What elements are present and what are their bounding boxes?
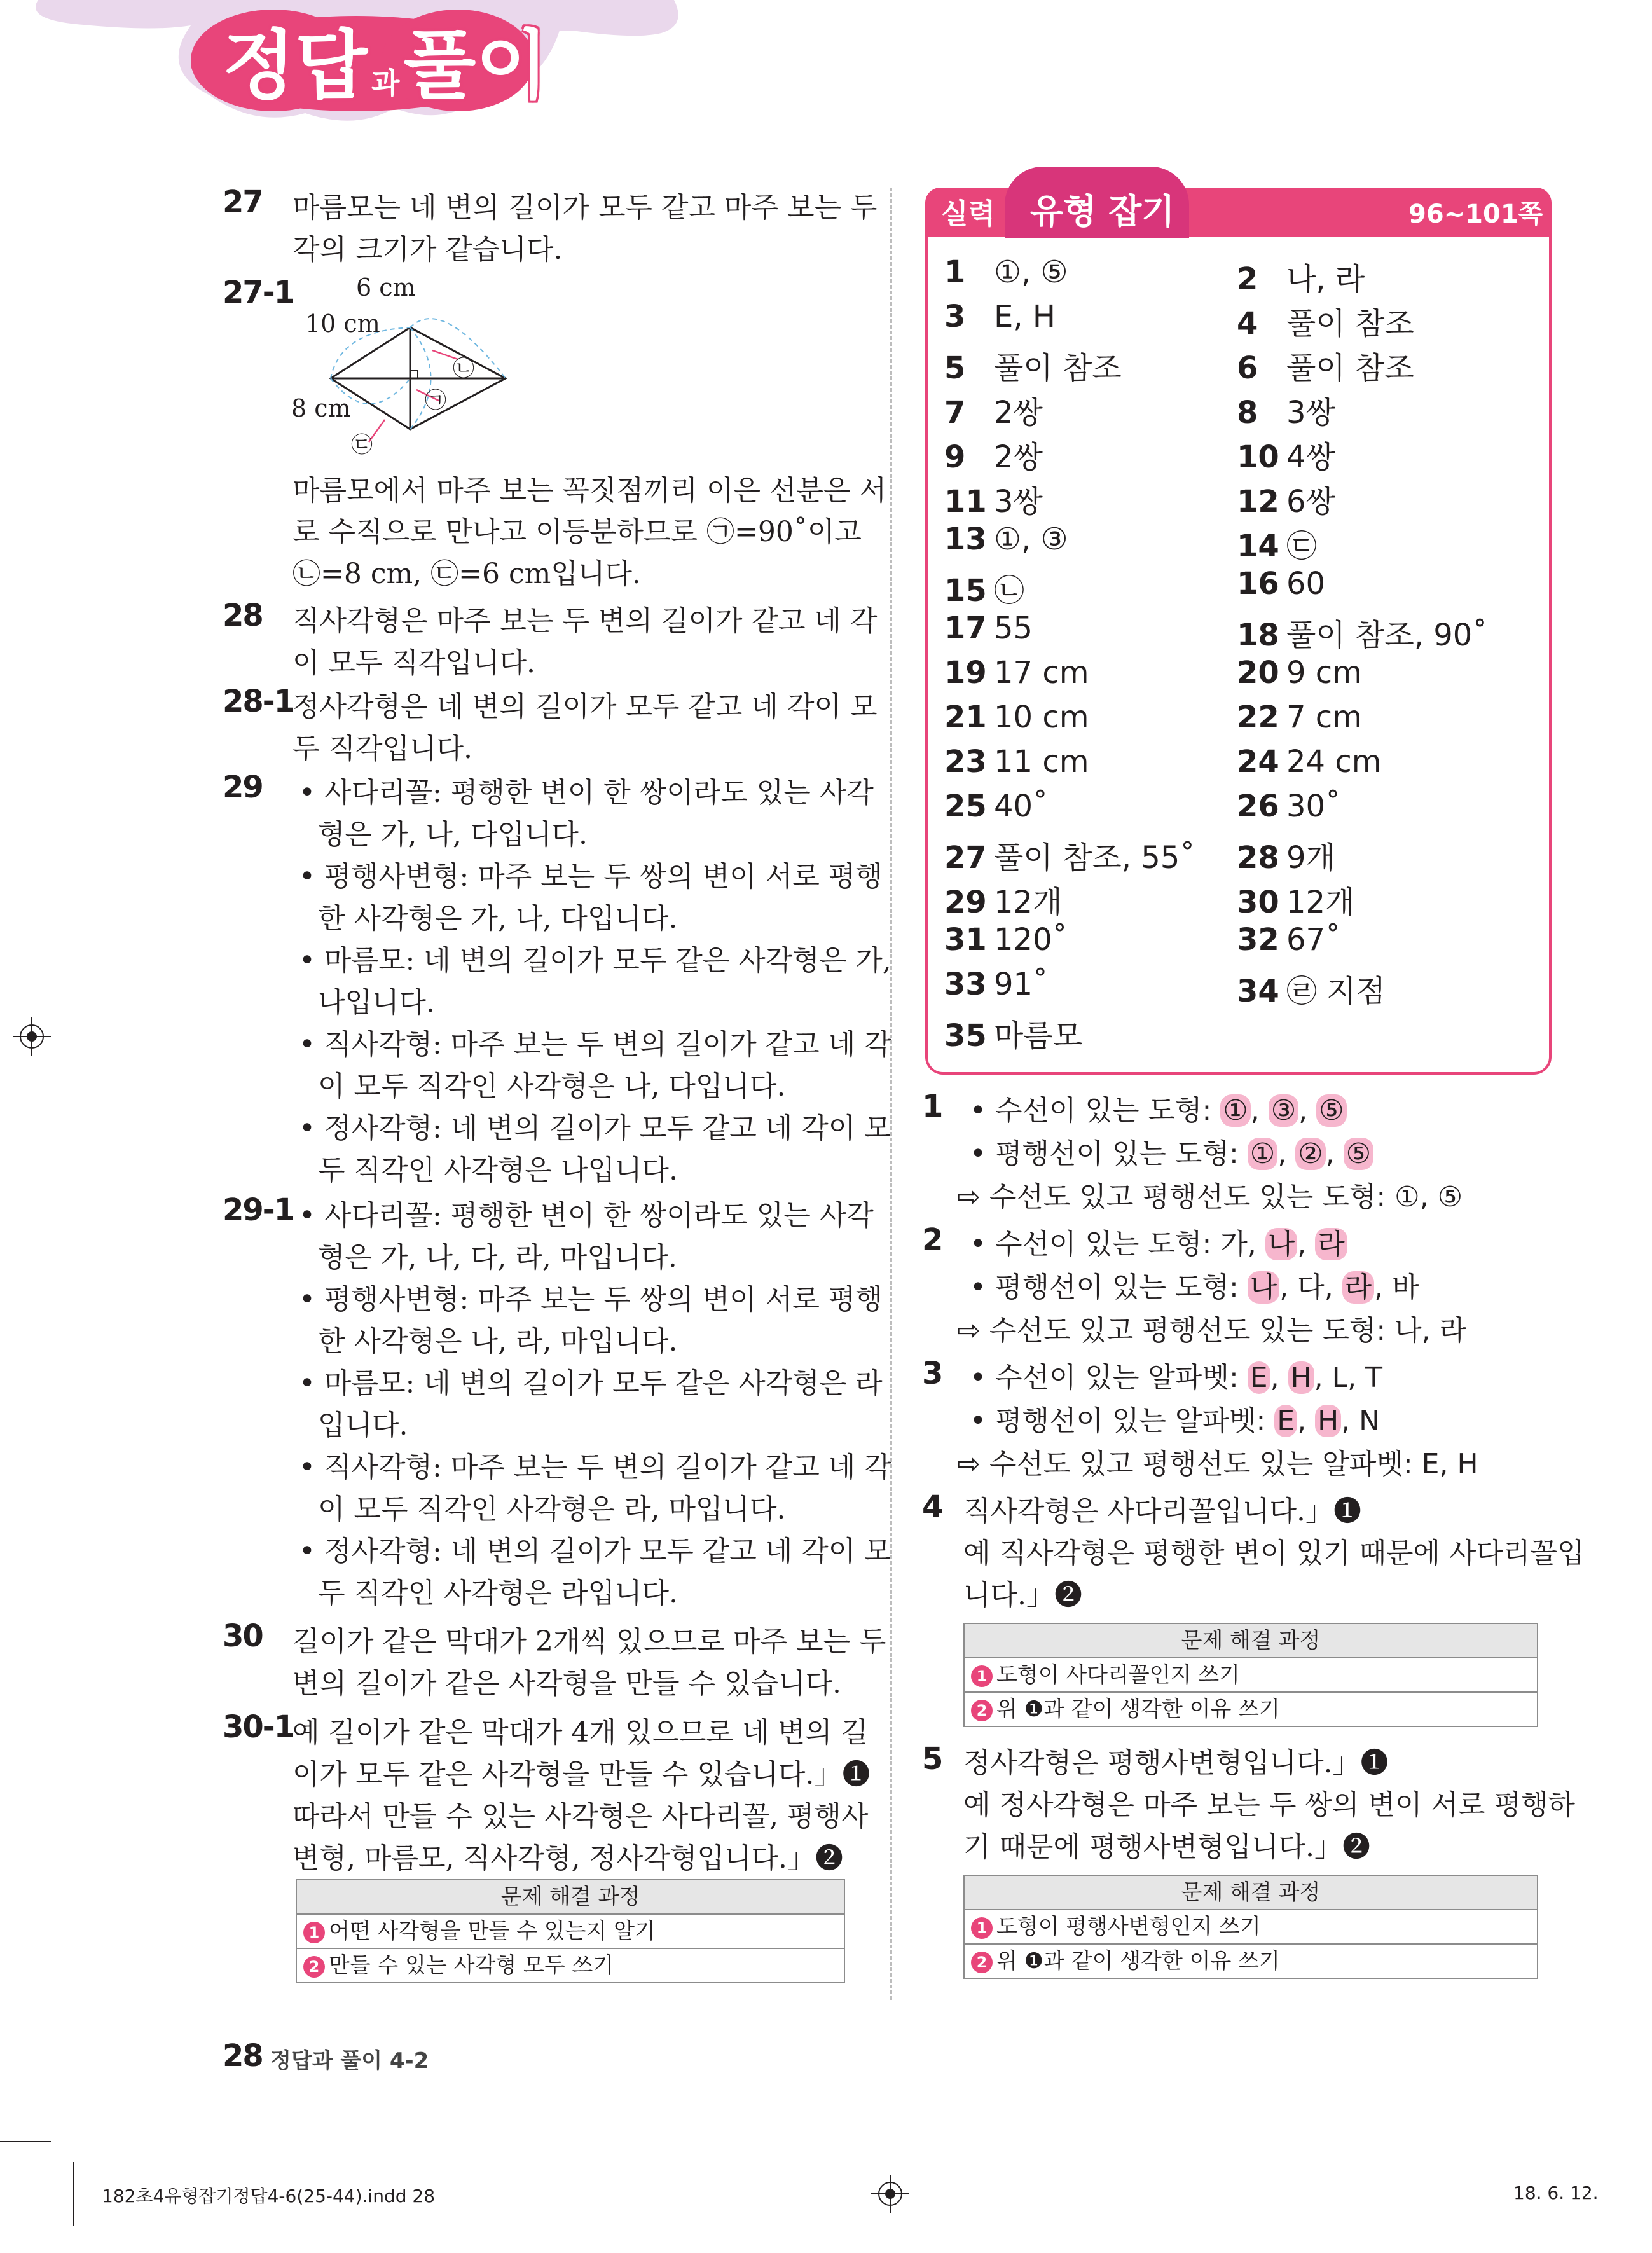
answer-item bbox=[1237, 388, 1335, 432]
answer-item-value: 풀이 참조 bbox=[1286, 306, 1414, 341]
answer-item bbox=[944, 477, 1043, 521]
p29-1-line-9: • 정사각형: 네 변의 길이가 모두 같고 네 각이 모 bbox=[299, 1535, 891, 1567]
p28-line-2: 이 모두 직각입니다. bbox=[293, 647, 535, 679]
answer-item-value: 12개 bbox=[994, 885, 1063, 920]
answer-item-value: 67˚ bbox=[1286, 922, 1341, 958]
process-table-header: 문제 해결 과정 bbox=[965, 1876, 1537, 1910]
answer-box-title: 유형 잡기 bbox=[1030, 191, 1175, 231]
answer-item-number: 8 bbox=[1237, 395, 1258, 431]
answer-item bbox=[1237, 789, 1340, 824]
print-date: 18. 6. 12. bbox=[1513, 2182, 1599, 2203]
answer-item bbox=[1237, 343, 1414, 387]
figure-mark-a: ㉠ bbox=[425, 388, 446, 413]
answer-item-value: 9개 bbox=[1286, 840, 1335, 876]
s3-line-1-end: , L, T bbox=[1314, 1361, 1382, 1394]
answer-item-number: 23 bbox=[944, 744, 987, 780]
answer-item-number: 13 bbox=[944, 521, 987, 557]
solution-number-1: 1 bbox=[922, 1089, 942, 1124]
problem-number-29: 29 bbox=[223, 769, 263, 805]
p29-line-2: 형은 가, 나, 다입니다. bbox=[318, 818, 588, 851]
answer-item bbox=[944, 254, 1068, 290]
answer-item-value: 40˚ bbox=[994, 789, 1049, 824]
problem-number-27: 27 bbox=[223, 184, 263, 220]
s4-line-3: 니다.」❷ bbox=[963, 1579, 1082, 1611]
answer-item-value: 풀이 참조, 90˚ bbox=[1286, 617, 1488, 653]
answer-item-value: ㉢ bbox=[1286, 528, 1318, 564]
problem-number-29-1: 29-1 bbox=[223, 1192, 294, 1228]
answer-item bbox=[1237, 655, 1362, 691]
answer-item-value: ①, ⑤ bbox=[994, 254, 1068, 290]
s3-line-2-end: , N bbox=[1341, 1405, 1380, 1437]
highlight: ⑤ bbox=[1316, 1094, 1346, 1127]
book-title: 정답과 풀이 4-2 bbox=[270, 2048, 429, 2074]
p29-line-6: 나입니다. bbox=[318, 986, 436, 1019]
step-2-icon: 2 bbox=[303, 1956, 325, 1978]
answer-item-value: 10 cm bbox=[994, 699, 1089, 735]
solution-number-5: 5 bbox=[922, 1741, 942, 1777]
answer-item bbox=[944, 833, 1195, 877]
step-1-icon: 1 bbox=[971, 1665, 993, 1687]
answer-item bbox=[944, 789, 1048, 824]
p30-line-2: 변의 길이가 같은 사각형을 만들 수 있습니다. bbox=[293, 1667, 841, 1700]
p27-1-line-1: 마름모에서 마주 보는 꼭짓점끼리 이은 선분은 서 bbox=[293, 474, 886, 507]
answer-item-number: 15 bbox=[944, 573, 987, 609]
highlight: H bbox=[1288, 1361, 1314, 1394]
answer-item-value: 24 cm bbox=[1286, 744, 1382, 780]
s4-line-2: 예 직사각형은 평행한 변이 있기 때문에 사다리꼴입 bbox=[963, 1537, 1585, 1569]
answer-item-value: 2쌍 bbox=[994, 395, 1043, 431]
answer-item-value: 30˚ bbox=[1286, 789, 1341, 824]
highlight: 라 bbox=[1315, 1228, 1347, 1260]
p30-1-line-4: 변형, 마름모, 직사각형, 정사각형입니다.」❷ bbox=[293, 1842, 843, 1875]
answer-box-tag: 실력 bbox=[941, 198, 996, 230]
answer-item-number: 4 bbox=[1237, 306, 1258, 341]
answer-item-value: 17 cm bbox=[994, 655, 1089, 691]
answer-item-number: 24 bbox=[1237, 744, 1279, 780]
problem-number-30: 30 bbox=[223, 1618, 263, 1654]
p27-1-line-3: ㉡=8 cm, ㉢=6 cm입니다. bbox=[293, 558, 641, 590]
answer-item-number: 30 bbox=[1237, 885, 1279, 920]
answer-item bbox=[1237, 477, 1335, 521]
s1-line-2-text: • 평행선이 있는 도형: bbox=[970, 1138, 1248, 1170]
answer-item bbox=[944, 432, 1043, 476]
p29-line-3: • 평행사변형: 마주 보는 두 쌍의 변이 서로 평행 bbox=[299, 860, 883, 893]
highlight: ① bbox=[1248, 1138, 1277, 1170]
answer-item bbox=[1237, 878, 1354, 921]
p30-1-line-3: 따라서 만들 수 있는 사각형은 사다리꼴, 평행사 bbox=[293, 1800, 869, 1833]
p29-1-line-1: • 사다리꼴: 평행한 변이 한 쌍이라도 있는 사각 bbox=[299, 1199, 874, 1232]
p29-line-9: • 정사각형: 네 변의 길이가 모두 같고 네 각이 모 bbox=[299, 1112, 891, 1145]
highlight: E bbox=[1248, 1361, 1270, 1394]
answer-item-number: 32 bbox=[1237, 922, 1279, 958]
s2-line-2-end: , 바 bbox=[1374, 1271, 1419, 1304]
answer-item-value: ㉡ bbox=[994, 573, 1025, 609]
p29-line-1: • 사다리꼴: 평행한 변이 한 쌍이라도 있는 사각 bbox=[299, 776, 874, 809]
answer-item-value: ①, ③ bbox=[994, 521, 1068, 557]
process-table-header: 문제 해결 과정 bbox=[297, 1880, 844, 1915]
process-table-row bbox=[297, 1949, 844, 1982]
answer-item bbox=[1237, 610, 1487, 654]
answer-item-value: 3쌍 bbox=[1286, 395, 1335, 431]
s5-line-1: 정사각형은 평행사변형입니다.」❶ bbox=[963, 1747, 1389, 1779]
answer-item bbox=[944, 566, 1024, 610]
answer-item-value: 7 cm bbox=[1286, 699, 1362, 735]
header-title-part1: 정답 bbox=[223, 22, 368, 109]
process-step-text: 도형이 사다리꼴인지 쓰기 bbox=[996, 1662, 1240, 1688]
p29-line-4: 한 사각형은 가, 나, 다입니다. bbox=[318, 902, 678, 935]
s4-line-1: 직사각형은 사다리꼴입니다.」❶ bbox=[963, 1495, 1362, 1527]
process-step-text: 만들 수 있는 사각형 모두 쓰기 bbox=[329, 1953, 614, 1978]
answer-item-number: 11 bbox=[944, 484, 987, 520]
problem-number-27-1: 27-1 bbox=[223, 275, 294, 310]
p29-line-7: • 직사각형: 마주 보는 두 변의 길이가 같고 네 각 bbox=[299, 1028, 891, 1061]
s3-line-2-text: • 평행선이 있는 알파벳: bbox=[970, 1405, 1275, 1437]
p29-line-8: 이 모두 직각인 사각형은 나, 다입니다. bbox=[318, 1070, 786, 1103]
answer-item-value: 나, 라 bbox=[1286, 261, 1365, 297]
column-divider bbox=[890, 188, 892, 2000]
answer-item-value: 11 cm bbox=[994, 744, 1089, 780]
answer-item-value: 120˚ bbox=[994, 922, 1068, 958]
answer-item-value: 9 cm bbox=[1286, 655, 1362, 691]
figure-mark-c: ㉢ bbox=[351, 432, 373, 458]
answer-item-number: 25 bbox=[944, 789, 987, 824]
process-table-row bbox=[965, 1693, 1537, 1726]
s1-line-1-text: • 수선이 있는 도형: bbox=[970, 1094, 1221, 1127]
answer-item bbox=[944, 655, 1089, 691]
answer-item-number: 6 bbox=[1237, 350, 1258, 386]
answer-item-number: 5 bbox=[944, 350, 966, 386]
answer-item bbox=[944, 699, 1089, 735]
p29-line-10: 두 직각인 사각형은 나입니다. bbox=[318, 1154, 678, 1187]
process-table-header: 문제 해결 과정 bbox=[965, 1624, 1537, 1658]
answer-item-number: 29 bbox=[944, 885, 987, 920]
answer-item-value: 2쌍 bbox=[994, 439, 1043, 475]
answer-item-value: 12개 bbox=[1286, 885, 1355, 920]
step-2-icon: 2 bbox=[971, 1700, 993, 1721]
crop-mark bbox=[73, 2162, 74, 2226]
answer-item-number: 33 bbox=[944, 967, 987, 1002]
highlight: ① bbox=[1220, 1094, 1250, 1127]
process-step-text: 도형이 평행사변형인지 쓰기 bbox=[996, 1914, 1261, 1940]
answer-item-value: 6쌍 bbox=[1286, 484, 1335, 520]
p29-1-line-4: 한 사각형은 나, 라, 마입니다. bbox=[318, 1325, 678, 1358]
figure-mark-b: ㉡ bbox=[453, 356, 474, 382]
p29-1-line-6: 입니다. bbox=[318, 1409, 408, 1442]
answer-item-number: 2 bbox=[1237, 261, 1258, 297]
s5-process-table bbox=[963, 1875, 1538, 1979]
p27-line-1: 마름모는 네 변의 길이가 모두 같고 마주 보는 두 bbox=[293, 191, 878, 224]
highlight: 나 bbox=[1265, 1228, 1298, 1260]
s3-line-3: ⇨ 수선도 있고 평행선도 있는 알파벳: E, H bbox=[957, 1448, 1478, 1480]
page-number: 28 bbox=[223, 2038, 263, 2074]
s1-line-2: • 평행선이 있는 도형: ①, ②, ⑤ bbox=[970, 1131, 1373, 1171]
answer-item bbox=[944, 878, 1062, 921]
highlight: ③ bbox=[1269, 1094, 1298, 1127]
answer-item-number: 1 bbox=[944, 254, 966, 290]
highlight: ⑤ bbox=[1344, 1138, 1373, 1170]
answer-item-number: 16 bbox=[1237, 566, 1279, 602]
highlight: 나 bbox=[1248, 1271, 1280, 1304]
answer-item bbox=[1237, 566, 1325, 602]
s2-line-2-mid: , 다, bbox=[1279, 1271, 1342, 1304]
s2-line-1: • 수선이 있는 도형: 가, 나, 라 bbox=[970, 1221, 1347, 1262]
answer-item bbox=[944, 521, 1068, 557]
s5-line-2: 예 정사각형은 마주 보는 두 쌍의 변이 서로 평행하 bbox=[963, 1789, 1575, 1821]
s3-line-1: • 수선이 있는 알파벳: E, H, L, T bbox=[970, 1361, 1382, 1394]
answer-item-number: 22 bbox=[1237, 699, 1279, 735]
process-table-row bbox=[965, 1945, 1537, 1978]
highlight: H bbox=[1315, 1405, 1341, 1437]
answer-item-value: 91˚ bbox=[994, 967, 1049, 1002]
p30-1-line-2: 이가 모두 같은 사각형을 만들 수 있습니다.」❶ bbox=[293, 1758, 871, 1791]
p30-line-1: 길이가 같은 막대가 2개씩 있으므로 마주 보는 두 bbox=[293, 1625, 886, 1658]
answer-item-number: 34 bbox=[1237, 974, 1279, 1009]
answer-item-number: 7 bbox=[944, 395, 966, 431]
answer-item-number: 10 bbox=[1237, 439, 1279, 475]
p29-1-line-3: • 평행사변형: 마주 보는 두 쌍의 변이 서로 평행 bbox=[299, 1283, 883, 1316]
highlight: E bbox=[1274, 1405, 1297, 1437]
figure-label-upper-left: 10 cm bbox=[305, 310, 380, 338]
s2-line-2 bbox=[970, 1264, 1419, 1305]
answer-item-number: 28 bbox=[1237, 840, 1279, 876]
highlight: 라 bbox=[1342, 1271, 1375, 1304]
answer-item bbox=[1237, 833, 1335, 877]
s5-line-3: 기 때문에 평행사변형입니다.」❷ bbox=[963, 1831, 1371, 1863]
answer-item bbox=[944, 922, 1068, 958]
answer-item-value: 마름모 bbox=[994, 1018, 1083, 1054]
step-2-icon: 2 bbox=[971, 1952, 993, 1973]
answer-item-value: 3쌍 bbox=[994, 484, 1043, 520]
answer-item-number: 21 bbox=[944, 699, 987, 735]
answer-item-value: 풀이 참조 bbox=[1286, 350, 1414, 386]
answer-item-number: 12 bbox=[1237, 484, 1279, 520]
answer-item bbox=[1237, 432, 1335, 476]
figure-label-top: 6 cm bbox=[356, 273, 416, 301]
answer-item-number: 17 bbox=[944, 610, 987, 646]
answer-item-value: 60 bbox=[1286, 566, 1326, 602]
process-step-text: 위 ❶과 같이 생각한 이유 쓰기 bbox=[996, 1948, 1280, 1974]
p30-1-line-1: 예 길이가 같은 막대가 4개 있으므로 네 변의 길 bbox=[293, 1716, 868, 1749]
answer-item-value: 4쌍 bbox=[1286, 439, 1335, 475]
answer-item-number: 14 bbox=[1237, 528, 1279, 564]
process-step-text: 어떤 사각형을 만들 수 있는지 알기 bbox=[329, 1919, 656, 1944]
answer-item-value: E, H bbox=[994, 299, 1056, 334]
answer-item bbox=[1237, 744, 1381, 780]
header-title bbox=[223, 8, 549, 109]
step-1-icon: 1 bbox=[971, 1917, 993, 1939]
header-title-part2: 풀이 bbox=[403, 22, 549, 109]
s3-line-1-text: • 수선이 있는 알파벳: bbox=[970, 1361, 1248, 1394]
answer-item bbox=[944, 1011, 1082, 1055]
answer-item bbox=[944, 967, 1048, 1002]
s1-line-3: ⇨ 수선도 있고 평행선도 있는 도형: ①, ⑤ bbox=[957, 1181, 1463, 1213]
p28-1-line-2: 두 직각입니다. bbox=[293, 733, 472, 765]
answer-item-number: 31 bbox=[944, 922, 987, 958]
answer-item-number: 9 bbox=[944, 439, 966, 475]
s2-line-1-text: • 수선이 있는 도형: 가, bbox=[970, 1228, 1265, 1260]
p30-1-process-table bbox=[296, 1879, 845, 1983]
solution-number-4: 4 bbox=[922, 1489, 942, 1525]
answer-item bbox=[944, 744, 1089, 780]
crop-mark bbox=[0, 2141, 51, 2142]
answer-item-number: 26 bbox=[1237, 789, 1279, 824]
s4-process-table bbox=[963, 1623, 1538, 1727]
answer-item bbox=[1237, 967, 1386, 1010]
s2-line-2-text: • 평행선이 있는 도형: bbox=[970, 1271, 1248, 1304]
answer-item bbox=[1237, 254, 1365, 298]
p29-1-line-7: • 직사각형: 마주 보는 두 변의 길이가 같고 네 각 bbox=[299, 1451, 891, 1484]
step-1-icon: 1 bbox=[303, 1922, 325, 1943]
p29-line-5: • 마름모: 네 변의 길이가 모두 같은 사각형은 가, bbox=[299, 944, 891, 977]
p29-1-line-10: 두 직각인 사각형은 라입니다. bbox=[318, 1577, 678, 1609]
answer-item-number: 20 bbox=[1237, 655, 1279, 691]
registration-mark-icon bbox=[13, 1017, 51, 1056]
answer-item-number: 35 bbox=[944, 1018, 987, 1054]
s3-line-2: • 평행선이 있는 알파벳: E, H, N bbox=[970, 1405, 1380, 1437]
answer-item bbox=[944, 299, 1056, 334]
answer-item-value: 풀이 참조 bbox=[994, 350, 1122, 386]
registration-mark-icon bbox=[871, 2175, 909, 2213]
process-table-row bbox=[965, 1658, 1537, 1693]
problem-number-30-1: 30-1 bbox=[223, 1709, 294, 1745]
answer-item bbox=[944, 388, 1043, 432]
answer-item-value: 55 bbox=[994, 610, 1033, 646]
p27-line-2: 각의 크기가 같습니다. bbox=[293, 233, 563, 266]
solution-number-2: 2 bbox=[922, 1222, 942, 1258]
p29-1-line-5: • 마름모: 네 변의 길이가 모두 같은 사각형은 라 bbox=[299, 1367, 883, 1400]
answer-item-number: 18 bbox=[1237, 617, 1279, 653]
s1-line-1: • 수선이 있는 도형: ①, ③, ⑤ bbox=[970, 1087, 1347, 1128]
problem-number-28-1: 28-1 bbox=[223, 684, 294, 719]
p28-line-1: 직사각형은 마주 보는 두 변의 길이가 같고 네 각 bbox=[293, 605, 878, 637]
p27-1-line-2: 로 수직으로 만나고 이등분하므로 ㉠=90˚이고 bbox=[293, 516, 862, 548]
answer-item-value: ㉣ 지점 bbox=[1286, 974, 1386, 1009]
file-info: 182초4유형잡기정답4-6(25-44).indd 28 bbox=[102, 2186, 436, 2207]
solution-number-3: 3 bbox=[922, 1356, 942, 1391]
process-table-row bbox=[297, 1915, 844, 1949]
answer-item bbox=[944, 610, 1033, 646]
process-table-row bbox=[965, 1910, 1537, 1945]
p29-1-line-2: 형은 가, 나, 다, 라, 마입니다. bbox=[318, 1241, 677, 1274]
p29-1-line-8: 이 모두 직각인 사각형은 라, 마입니다. bbox=[318, 1493, 786, 1526]
answer-item bbox=[944, 343, 1122, 387]
problem-number-28: 28 bbox=[223, 598, 263, 633]
header-title-small: 과 bbox=[371, 66, 400, 100]
process-step-text: 위 ❶과 같이 생각한 이유 쓰기 bbox=[996, 1697, 1280, 1722]
highlight: ② bbox=[1295, 1138, 1325, 1170]
answer-box-pages: 96~101쪽 bbox=[1408, 200, 1543, 229]
answer-item bbox=[1237, 699, 1362, 735]
answer-item-number: 19 bbox=[944, 655, 987, 691]
answer-item-number: 27 bbox=[944, 840, 987, 876]
answer-item bbox=[1237, 922, 1340, 958]
figure-label-lower-left: 8 cm bbox=[291, 394, 351, 422]
s2-line-3: ⇨ 수선도 있고 평행선도 있는 도형: 나, 라 bbox=[957, 1314, 1467, 1347]
answer-item bbox=[1237, 299, 1414, 343]
p28-1-line-1: 정사각형은 네 변의 길이가 모두 같고 네 각이 모 bbox=[293, 691, 878, 723]
answer-item-value: 풀이 참조, 55˚ bbox=[994, 840, 1195, 876]
answer-item-number: 3 bbox=[944, 299, 966, 334]
answer-item bbox=[1237, 521, 1317, 565]
